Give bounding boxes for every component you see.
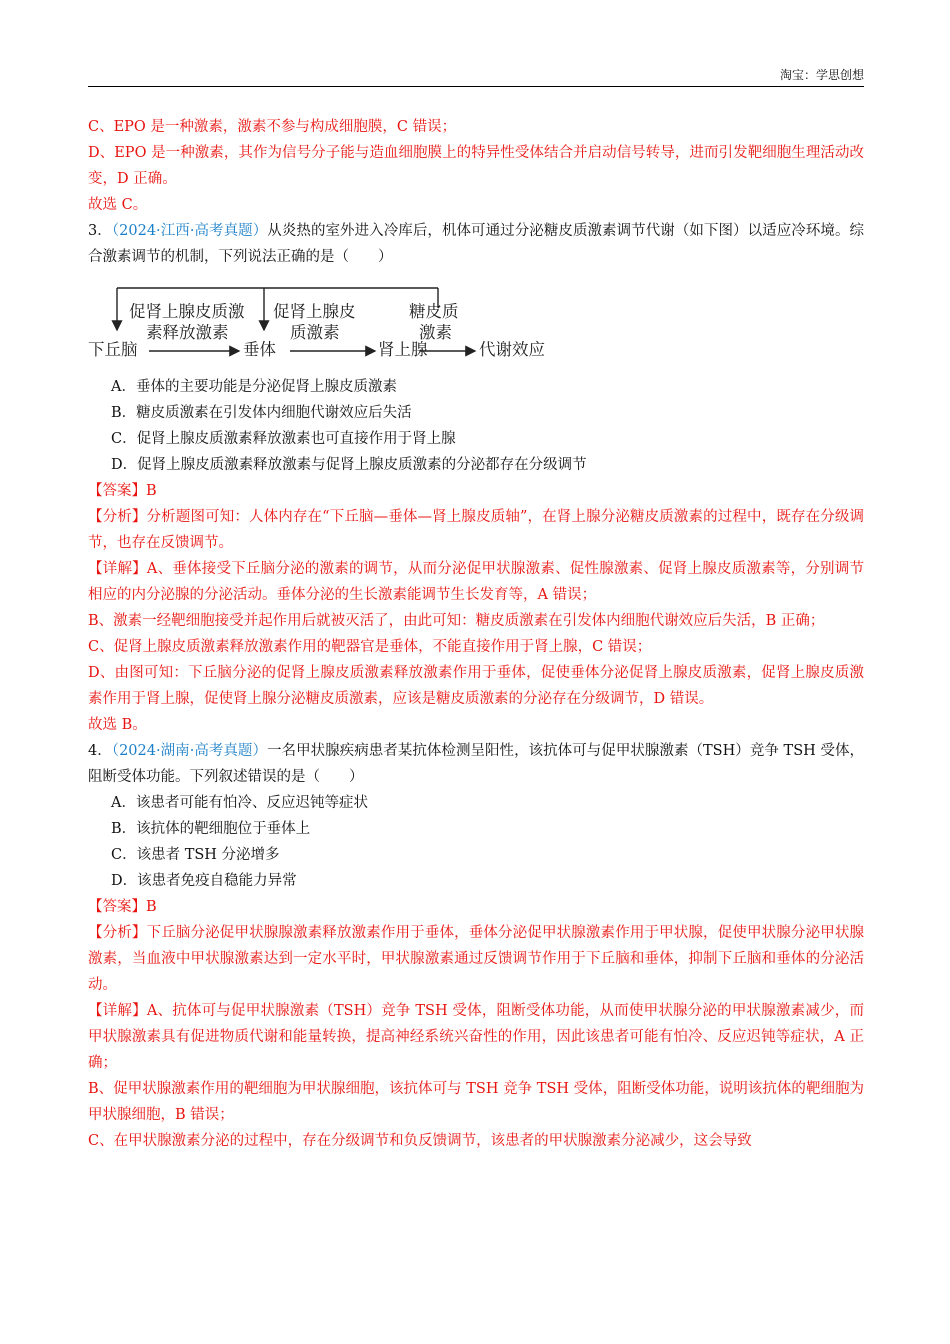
- diagram-node-adrenal: 肾上腺: [378, 340, 428, 359]
- question-4-analysis-tag: 【分析】: [88, 925, 147, 941]
- question-3-detail-b: B、激素一经靶细胞接受并起作用后就被灭活了，由此可知：糖皮质激素在引发体内细胞代谢效应后失活，B 正确；: [88, 613, 825, 629]
- question-3-option-b: B．糖皮质激素在引发体内细胞代谢效应后失活: [111, 405, 412, 421]
- question-3-option-a: A．垂体的主要功能是分泌促肾上腺皮质激素: [111, 379, 397, 395]
- question-3-text: 从炎热的室外进入冷库后，机体可通过分泌糖皮质激素调节代谢（如下图）以适应冷环境。综合激素调节的机制，下列说法正确的是（ ）: [88, 223, 865, 265]
- question-4-number: 4．: [88, 743, 112, 759]
- question-4-text: 一名甲状腺疾病患者某抗体检测呈阳性，该抗体可与促甲状腺激素（TSH）竞争 TSH 受体，阻断受体功能。下列叙述错误的是（ ）: [88, 743, 865, 785]
- document-body: [88, 114, 864, 1154]
- question-3-analysis-text: 分析题图可知：人体内存在“下丘脑—垂体—肾上腺皮质轴”，在肾上腺分泌糖皮质激素的过程中，既存在分级调节，也存在反馈调节。: [88, 509, 864, 551]
- question-3-option-c: C．促肾上腺皮质激素释放激素也可直接作用于肾上腺: [111, 431, 456, 447]
- question-4-detail-tag: 【详解】: [88, 1003, 147, 1019]
- question-4-detail-a-text: A、抗体可与促甲状腺激素（TSH）竞争 TSH 受体，阻断受体功能，从而使甲状腺分泌的甲状腺激素减少，而甲状腺激素具有促进物质代谢和能量转换，提高神经系统兴奋性的作用，因此该患者可能有怕冷、反应迟钝等症状，A 正确；: [88, 1003, 865, 1071]
- question-3-detail-c: C、促肾上腺皮质激素释放激素作用的靶器官是垂体，不能直接作用于肾上腺，C 错误；: [88, 639, 652, 655]
- question-4-option-b: B．该抗体的靶细胞位于垂体上: [111, 821, 311, 837]
- question-3-analysis-tag: 【分析】: [88, 509, 147, 525]
- prev-option-c-explanation: C、EPO 是一种激素，激素不参与构成细胞膜，C 错误；: [88, 119, 457, 135]
- diagram-node-effect: 代谢效应: [479, 340, 545, 359]
- prev-conclusion: 故选 C。: [88, 197, 148, 213]
- question-3-detail-a-text: A、垂体接受下丘脑分泌的激素的调节，从而分泌促甲状腺激素、促性腺激素、促肾上腺皮质激素等，分别调节相应的内分泌腺的分泌活动。垂体分泌的生长激素能调节生长发育等，A 错误；: [88, 561, 865, 603]
- question-3-stem: [88, 218, 864, 270]
- question-3-detail-d: D、由图可知：下丘脑分泌的促肾上腺皮质激素释放激素作用于垂体，促使垂体分泌促肾上腺皮质激素，促肾上腺皮质激素作用于肾上腺，促使肾上腺分泌糖皮质激素，应该是糖皮质激素的分泌存在分级调节，D 错误。: [88, 665, 864, 707]
- question-4-analysis: [88, 920, 864, 998]
- header-label: 淘宝：学思创想: [779, 68, 864, 82]
- diagram-label-acth-line1: 促肾上腺皮: [273, 302, 356, 321]
- diagram-label-glucocorticoid-line1: 糖皮质: [409, 302, 459, 321]
- diagram-label-crh-line1: 促肾上腺皮质激: [129, 302, 245, 321]
- hormone-regulation-diagram: [88, 274, 588, 374]
- question-3-analysis: [88, 504, 864, 556]
- question-4-option-d: D．该患者免疫自稳能力异常: [111, 873, 297, 889]
- question-4-detail-c: C、在甲状腺激素分泌的过程中，存在分级调节和负反馈调节，该患者的甲状腺激素分泌减少，这会导致: [88, 1133, 752, 1149]
- question-4-option-c: C．该患者 TSH 分泌增多: [111, 847, 280, 863]
- question-4-option-a: A．该患者可能有怕冷、反应迟钝等症状: [111, 795, 368, 811]
- question-3-source: （2024·江西·高考真题）: [111, 223, 268, 239]
- question-4-detail-a: [88, 998, 864, 1076]
- question-4-answer: 【答案】B: [88, 899, 157, 915]
- question-3-option-d: D．促肾上腺皮质激素释放激素与促肾上腺皮质激素的分泌都存在分级调节: [111, 457, 587, 473]
- question-3-conclusion: 故选 B。: [88, 717, 147, 733]
- diagram-node-hypothalamus: 下丘脑: [88, 340, 138, 359]
- question-4-analysis-text: 下丘脑分泌促甲状腺腺激素释放激素作用于垂体，垂体分泌促甲状腺激素作用于甲状腺，促使甲状腺分泌甲状腺激素，当血液中甲状腺激素达到一定水平时，甲状腺激素通过反馈调节作用于下丘脑和垂体，抑制下丘脑和垂体的分泌活动。: [88, 925, 864, 993]
- diagram-label-acth-line2: 质激素: [290, 323, 340, 342]
- page-header: [88, 66, 864, 87]
- diagram-label-crh-line2: 素释放激素: [146, 323, 229, 342]
- question-4-source: （2024·湖南·高考真题）: [111, 743, 268, 759]
- prev-option-d-explanation: D、EPO 是一种激素，其作为信号分子能与造血细胞膜上的特异性受体结合并启动信号转导，进而引发靶细胞生理活动改变，D 正确。: [88, 145, 864, 187]
- diagram-label-glucocorticoid-line2: 激素: [419, 323, 452, 342]
- question-4-stem: [88, 738, 864, 790]
- diagram-node-pituitary: 垂体: [243, 340, 276, 359]
- question-3-answer: 【答案】B: [88, 483, 157, 499]
- question-3-number: 3．: [88, 223, 112, 239]
- question-4-detail-b: B、促甲状腺激素作用的靶细胞为甲状腺细胞，该抗体可与 TSH 竞争 TSH 受体，阻断受体功能，说明该抗体的靶细胞为甲状腺细胞，B 错误；: [88, 1081, 864, 1123]
- question-3-detail-tag: 【详解】: [88, 561, 147, 577]
- question-3-detail-a: [88, 556, 864, 608]
